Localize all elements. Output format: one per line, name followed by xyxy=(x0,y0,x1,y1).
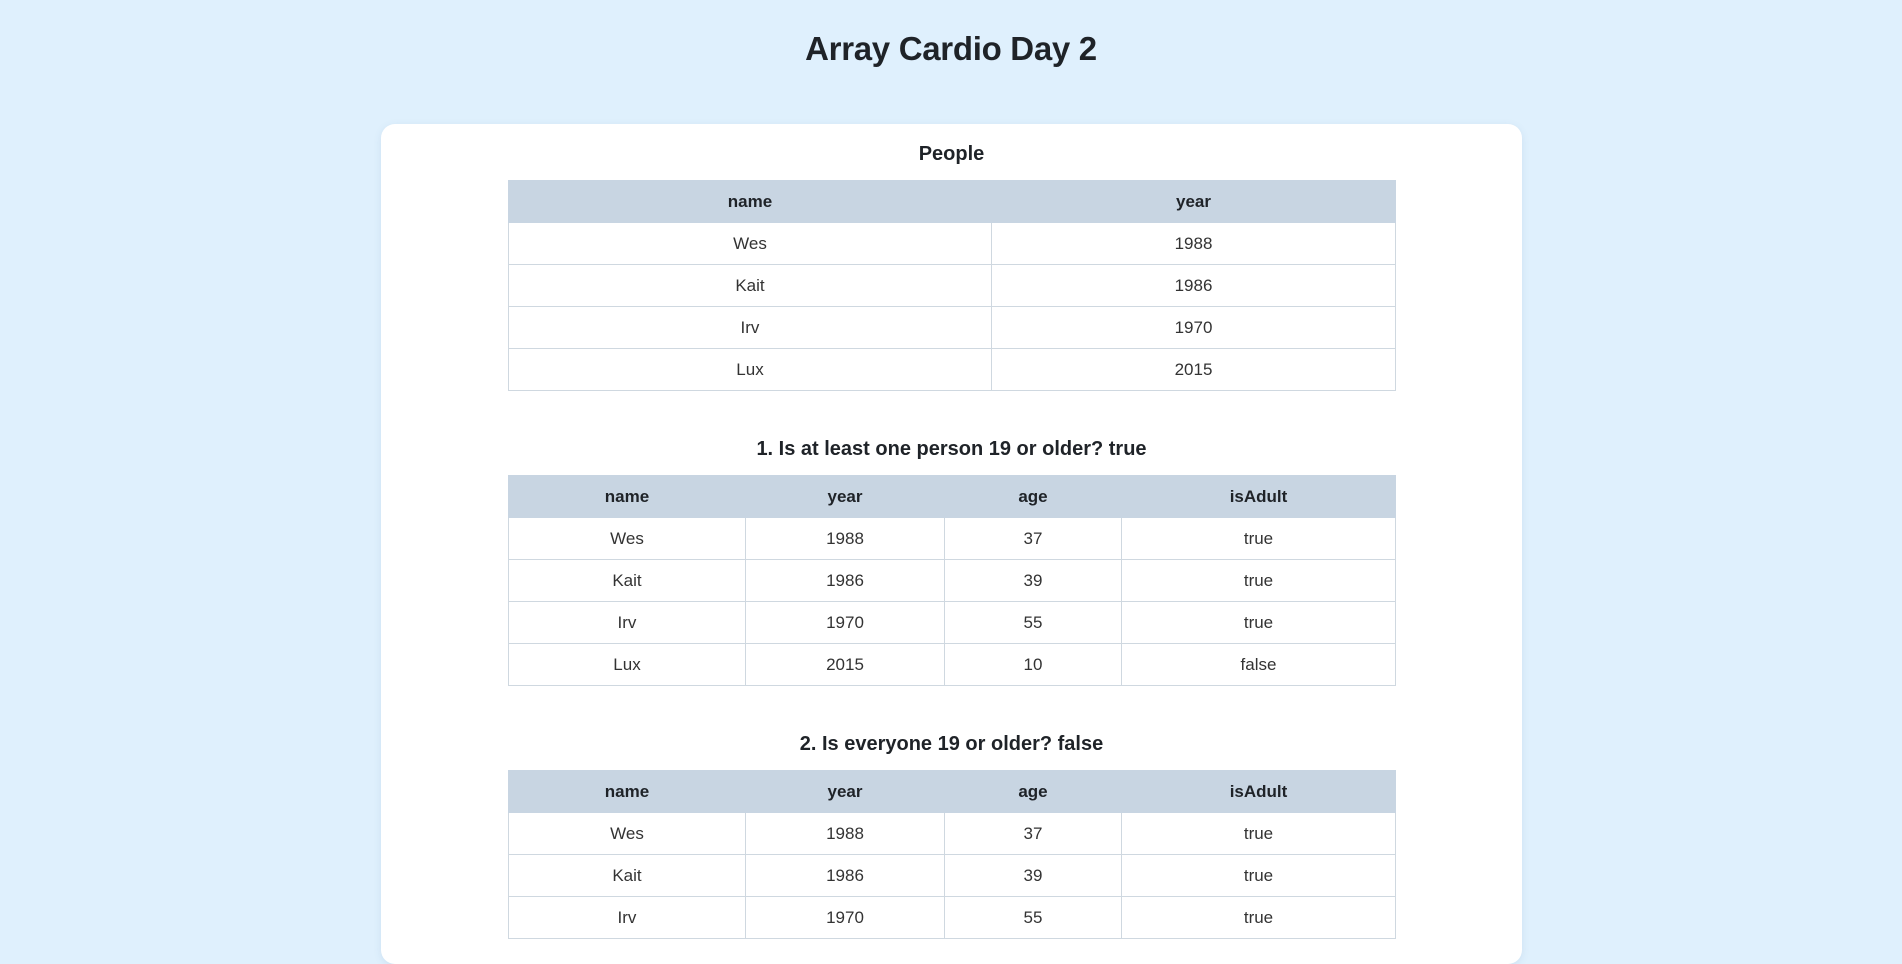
table-row xyxy=(509,602,1396,644)
table-cell: 55 xyxy=(945,897,1122,939)
column-header: isAdult xyxy=(1122,771,1396,813)
table-cell: Wes xyxy=(509,518,746,560)
table-cell: 55 xyxy=(945,602,1122,644)
table-cell: Lux xyxy=(509,349,992,391)
table-header-row xyxy=(509,476,1396,518)
table-row xyxy=(509,644,1396,686)
table-row xyxy=(509,813,1396,855)
table-cell: 1988 xyxy=(746,518,945,560)
table-cell: 1970 xyxy=(746,602,945,644)
table-cell: Wes xyxy=(509,223,992,265)
table-cell: 1970 xyxy=(746,897,945,939)
table-cell: 1986 xyxy=(746,560,945,602)
content-card xyxy=(381,124,1522,964)
table-cell: 1986 xyxy=(746,855,945,897)
column-header: age xyxy=(945,771,1122,813)
column-header: isAdult xyxy=(1122,476,1396,518)
table-cell: true xyxy=(1122,560,1396,602)
table-cell: 2015 xyxy=(746,644,945,686)
table-cell: 39 xyxy=(945,560,1122,602)
some-adult-section xyxy=(508,419,1395,686)
table-row xyxy=(509,855,1396,897)
column-header: year xyxy=(746,771,945,813)
table-row xyxy=(509,560,1396,602)
table-row xyxy=(509,349,1396,391)
people-section xyxy=(508,124,1395,391)
table-cell: Lux xyxy=(509,644,746,686)
table-cell: 10 xyxy=(945,644,1122,686)
column-header: year xyxy=(992,181,1396,223)
table-cell: true xyxy=(1122,855,1396,897)
table-cell: 1970 xyxy=(992,307,1396,349)
people-table xyxy=(508,180,1396,391)
every-adult-section xyxy=(508,714,1395,939)
table-row xyxy=(509,265,1396,307)
table-header-row xyxy=(509,771,1396,813)
section-heading: 2. Is everyone 19 or older? false xyxy=(799,733,1104,755)
column-header: name xyxy=(509,181,992,223)
column-header: age xyxy=(945,476,1122,518)
table-cell: Kait xyxy=(509,265,992,307)
table-cell: true xyxy=(1122,602,1396,644)
table-row xyxy=(509,518,1396,560)
table-cell: 1988 xyxy=(992,223,1396,265)
page-title: Array Cardio Day 2 xyxy=(805,30,1097,67)
table-cell: Wes xyxy=(509,813,746,855)
table-cell: 39 xyxy=(945,855,1122,897)
section-heading: 1. Is at least one person 19 or older? true xyxy=(756,438,1147,460)
table-cell: false xyxy=(1122,644,1396,686)
table-cell: Irv xyxy=(509,307,992,349)
table-row xyxy=(509,223,1396,265)
table-cell: 1988 xyxy=(746,813,945,855)
table-cell: Irv xyxy=(509,897,746,939)
table-cell: true xyxy=(1122,518,1396,560)
table-cell: Kait xyxy=(509,560,746,602)
table-cell: 2015 xyxy=(992,349,1396,391)
table-cell: true xyxy=(1122,813,1396,855)
table-cell: Kait xyxy=(509,855,746,897)
table-cell: Irv xyxy=(509,602,746,644)
table-header-row xyxy=(509,181,1396,223)
table-cell: 37 xyxy=(945,518,1122,560)
column-header: name xyxy=(509,476,746,518)
table-cell: 37 xyxy=(945,813,1122,855)
every-adult-table xyxy=(508,770,1396,939)
table-row xyxy=(509,307,1396,349)
table-cell: true xyxy=(1122,897,1396,939)
column-header: year xyxy=(746,476,945,518)
some-adult-table xyxy=(508,475,1396,686)
column-header: name xyxy=(509,771,746,813)
table-cell: 1986 xyxy=(992,265,1396,307)
section-heading: People xyxy=(918,143,985,165)
table-row xyxy=(509,897,1396,939)
